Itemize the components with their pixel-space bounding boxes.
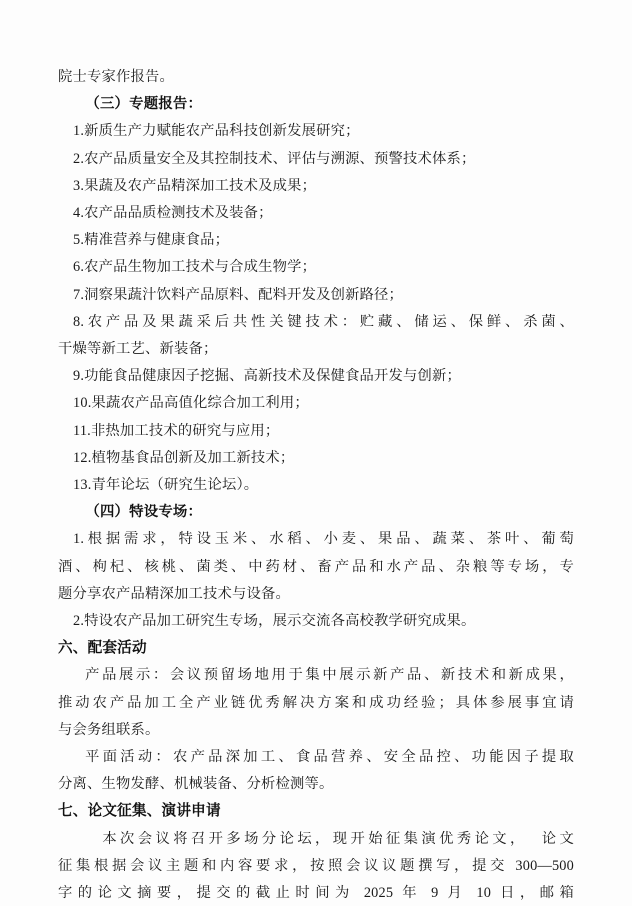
paragraph-line: 2.农产品质量安全及其控制技术、评估与溯源、预警技术体系； [73,150,476,167]
paragraph-line: 13.青年论坛（研究生论坛）。 [73,477,259,494]
paragraph-line: 11.非热加工技术的研究与应用； [73,422,280,439]
section-subheading-three: （三）专题报告： [85,96,203,113]
paragraph-line: 征集根据会议主题和内容要求，按照会议议题撰写，提交 300—500 [58,857,574,874]
paragraph-line: 5.精准营养与健康食品； [73,232,230,249]
paragraph-line: 院士专家作报告。 [58,69,174,85]
paragraph-line: 1.新质生产力赋能农产品科技创新发展研究； [73,123,360,140]
paragraph-line: 9.功能食品健康因子挖掘、高新技术及保健食品开发与创新； [73,368,462,385]
paragraph-line: 干燥等新工艺、新装备； [58,341,218,358]
paragraph-line: 平面活动：农产品深加工、食品营养、安全品控、功能因子提取 [85,749,574,766]
paragraph-line: 字的论文摘要，提交的截止时间为 2025 年 9 月 10 日，邮箱 [58,885,574,902]
paragraph-line: 产品展示：会议预留场地用于集中展示新产品、新技术和新成果， [85,667,574,684]
paragraph-line: 12.植物基食品创新及加工新技术； [73,449,295,466]
paragraph-line: 题分享农产品精深加工技术与设备。 [58,585,290,602]
section-heading-seven: 七、论文征集、演讲申请 [58,803,221,820]
paragraph-line: 本次会议将召开多场分论坛，现开始征集演优秀论文， 论文 [102,830,574,847]
paragraph-line: 8.农产品及果蔬采后共性关键技术：贮藏、储运、保鲜、杀菌、 [73,313,574,330]
paragraph-line: 7.洞察果蔬汁饮料产品原料、配料开发及创新路径； [73,286,404,303]
paragraph-line: 推动农产品加工全产业链优秀解决方案和成功经验；具体参展事宜请 [58,694,574,711]
paragraph-line: 10.果蔬农产品高值化综合加工利用； [73,395,309,412]
section-subheading-four: （四）特设专场： [85,504,203,521]
paragraph-line: 与会务组联系。 [58,721,160,738]
paragraph-line: 4.农产品品质检测技术及装备； [73,205,273,222]
paragraph-line: 酒、枸杞、核桃、菌类、中药材、畜产品和水产品、杂粮等专场，专 [58,558,574,575]
paragraph-line: 2.特设农产品加工研究生专场，展示交流各高校教学研究成果。 [73,613,476,630]
paragraph-line: 3.果蔬及农产品精深加工技术及成果； [73,177,317,194]
paragraph-line: 分离、生物发酵、机械装备、分析检测等。 [58,776,334,793]
section-heading-six: 六、配套活动 [58,640,147,657]
paragraph-line: 6.农产品生物加工技术与合成生物学； [73,259,317,276]
paragraph-line: 1.根据需求，特设玉米、水稻、小麦、果品、蔬菜、茶叶、葡萄 [73,531,574,548]
